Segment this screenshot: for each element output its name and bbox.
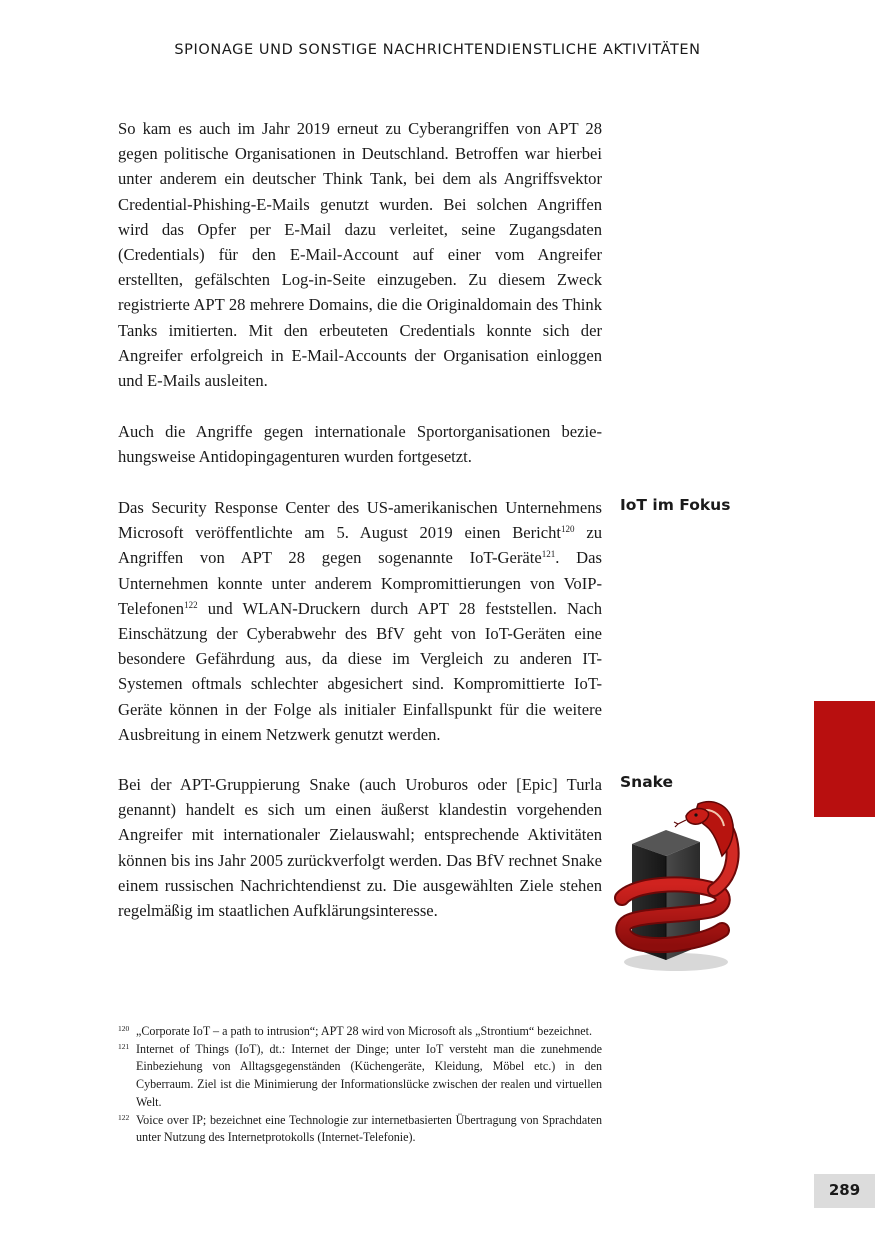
running-header: SPIONAGE UND SONSTIGE NACHRICHTENDIENSTLICHE AKTIVITÄTEN [174,42,701,58]
paragraph-text: . Das Unternehmen konnte unter anderem Kompromittierungen von VoIP-Telefonen [118,548,602,618]
paragraph-text: und WLAN-Druckern durch APT 28 feststellen. Nach Einschätzung der Cyberabwehr des BfV geht von IoT-Geräten eine besondere Gefährdung aus, da diese im Vergleich zu anderen IT-Systemen oftmals schlechter abgesichert sind. Kompromittierte IoT-Geräte können in der Folge als initialer Einfallspunkt für die weitere Ausbreitung in einem Netzwerk genutzt werden. [118,598,602,744]
footnote-122 [118,1112,602,1147]
body-paragraph-snake: Bei der APT-Gruppierung Snake (auch Uroburos oder [Epic] Turla genannt) handelt es sich um einen äußerst klandestin vorgehenden Angreifer mit internationaler Zielauswahl; entsprechende Aktivitäten können bis ins Jahr 2005 zurückverfolgt werden. Das BfV rechnet Snake einem russischen Nachrichtendienst zu. Die ausgewählten Ziele stehen regelmäßig im staatlichen Aufklärungsinteresse. [118,775,603,921]
footnote-text: Voice over IP; bezeichnet eine Technologie zur internetbasierten Übertragung von Sprachdaten unter Nutzung des Internetprotokolls (Internet-Telefonie). [136,1112,602,1145]
footnote-number: 121 [118,1041,130,1051]
footnote-number: 120 [118,1024,130,1033]
footnotes [118,1023,602,1147]
body-paragraph-sport-organisations: Auch die Angriffe gegen internationale Sportorganisationen beziehungsweise Antidopingagenturen wurden fortgesetzt. [118,422,602,467]
marginal-heading-iot: IoT im Fokus [620,496,731,514]
footnote-121 [118,1041,602,1112]
footnote-text: „Corporate IoT – a path to intrusion“; APT 28 wird von Microsoft als „Strontium“ bezeichnet. [136,1024,593,1038]
chapter-thumb-tab [814,701,875,817]
page-number: 289 [828,1181,861,1199]
marginal-heading-snake: Snake [620,773,674,791]
paragraph-text: zu Angriffen von APT 28 gegen sogenannte IoT-Geräte [118,523,602,568]
footnote-reference-122[interactable]: 122 [184,599,198,610]
footnote-number: 122 [118,1112,130,1122]
body-paragraph-apt28-think-tank: So kam es auch im Jahr 2019 erneut zu Cyberangriffen von APT 28 gegen politische Organisationen in Deutschland. Betroffen war hierbei unter anderem ein deutscher Think Tank, bei dem als Angriffsvektor Credential-Phishing-E-Mails genutzt wurden. Bei solchen Angriffen wird das Opfer per E-Mail dazu verleitet, seine Zugangsdaten (Credentials) für den E-Mail-Account auf einer vom Angreifer erstellten, gefälschten Log-in-Seite einzugeben. Zu diesem Zweck registrierte APT 28 mehrere Domains, die die Originaldomain des Think Tanks imitierten. Mit den erbeuteten Credentials konnte sich der Angreifer erfolgreich in E-Mail-Accounts der Organisation einloggen und E-Mails ausleiten. [118,119,602,391]
footnote-120 [118,1023,602,1041]
footnote-text: Internet of Things (IoT), dt.: Internet der Dinge; unter IoT versteht man die zunehmende Einbeziehung von Alltagsgegenständen (Küchengeräte, Kleidung, Möbel etc.) in den Cyberraum. Ziel ist die Minimierung der Informationslücke zwischen der realen und virtuellen Welt. [136,1041,602,1109]
paragraph-text: Das Security Response Center des US-amerikanischen Unternehmens Microsoft veröffentlichte am 5. August 2019 einen Bericht [118,498,602,543]
snake-coiled-around-black-cube-icon [614,798,744,974]
snake-cube-illustration [614,798,744,974]
footnote-reference-120[interactable]: 120 [561,524,575,535]
body-paragraph-iot [118,495,602,747]
page-number-box [814,1174,875,1208]
footnote-reference-121[interactable]: 121 [541,549,556,560]
